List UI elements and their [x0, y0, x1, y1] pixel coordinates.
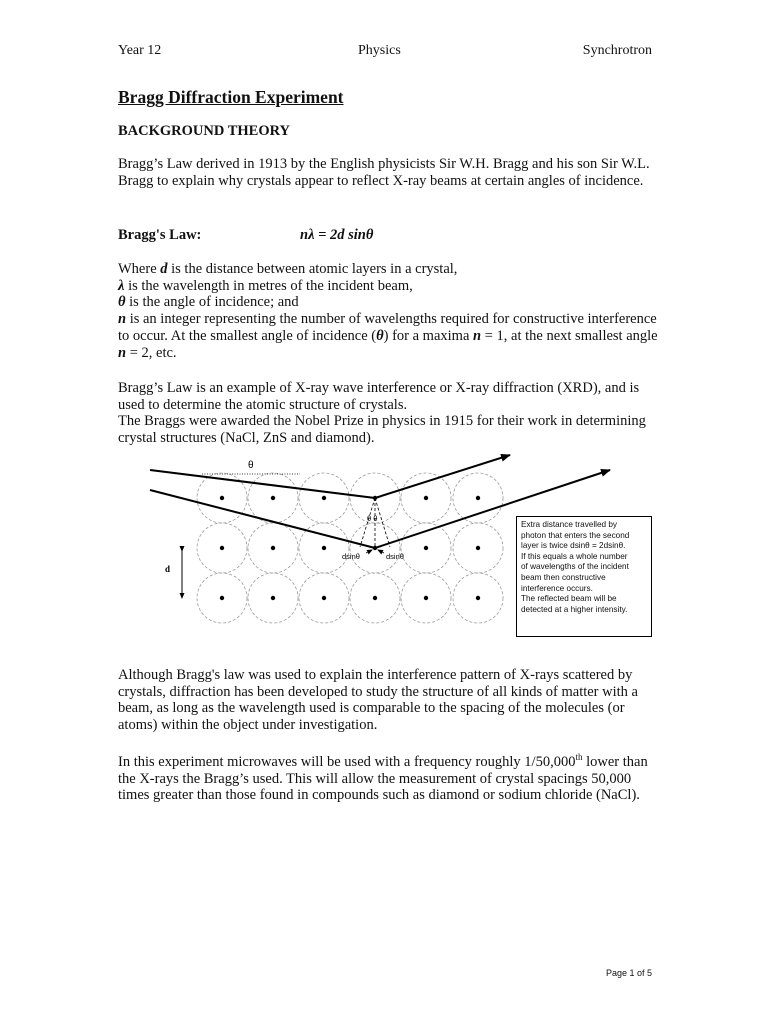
nobel-sentence: The Braggs were awarded the Nobel Prize in physics in 1915 for their work in determining crystal structures (NaCl, ZnS and diamond).	[118, 413, 646, 447]
atom-nucleus	[322, 596, 326, 600]
atom-nucleus	[220, 546, 224, 550]
atom-nucleus	[271, 496, 275, 500]
atom-nucleus	[476, 496, 480, 500]
atom-nucleus	[424, 546, 428, 550]
header-subject: Physics	[358, 43, 401, 58]
atom-nucleus	[476, 546, 480, 550]
atom-nucleus	[322, 546, 326, 550]
d-label: d	[165, 564, 171, 574]
intro-paragraph: Bragg’s Law derived in 1913 by the English physicists Sir W.H. Bragg and his son Sir W.L. Bragg to explain why crystals appear to reflect X-ray beams at certain angles of incidence.	[118, 156, 650, 189]
law-formula: nλ = 2d sinθ	[300, 227, 374, 243]
atom-nucleus	[476, 596, 480, 600]
atom-nucleus	[271, 546, 275, 550]
law-label: Bragg's Law:	[118, 227, 202, 243]
definition-d: Where d is the distance between atomic layers in a crystal,	[118, 261, 458, 277]
small-theta-label: θ θ	[367, 514, 378, 523]
page-number: Page 1 of 5	[605, 968, 652, 978]
atom-nucleus	[424, 596, 428, 600]
diagram-caption: Extra distance travelled by photon that enters the second layer is twice dsinθ = 2dsinθ. If this equals a whole number of wavelengths of the incident beam then constructive interference occurs. The reflected beam will be detected at a higher intensity.	[516, 516, 652, 637]
definition-n: n is an integer representing the number of wavelengths required for constructive interference to occur. At the smallest angle of incidence (θ) for a maxima n = 1, at the next smallest angle n = 2, etc.	[118, 311, 658, 361]
header-year: Year 12	[118, 43, 162, 58]
incident-ray-2	[150, 490, 378, 548]
applications-paragraph: Although Bragg's law was used to explain the interference pattern of X-rays scattered by crystals, diffraction has been developed to study the structure of all kinds of matter with a beam, as long as the wavelength used is comparable to the spacing of the molecules (or atoms) within the object under investigation.	[118, 667, 638, 734]
section-heading: BACKGROUND THEORY	[118, 123, 291, 139]
dsin-left-label: dsinθ	[342, 552, 360, 561]
theta-label: θ	[248, 460, 254, 471]
xrd-sentence: Bragg’s Law is an example of X-ray wave interference or X-ray diffraction (XRD), and is used to determine the atomic structure of crystals.	[118, 380, 640, 413]
atom-nucleus	[424, 496, 428, 500]
definition-lambda: λ is the wavelength in metres of the incident beam,	[118, 277, 413, 294]
document-title: Bragg Diffraction Experiment	[118, 87, 344, 107]
atom-nucleus	[220, 496, 224, 500]
dsin-right-label: dsinθ	[386, 552, 404, 561]
experiment-paragraph: In this experiment microwaves will be used with a frequency roughly 1/50,000th lower than the X-rays the Bragg’s used. This will allow the measurement of crystal spacings 50,000 times greater than those found in compounds such as diamond or sodium chloride (NaCl).	[118, 752, 648, 804]
reflected-ray-1	[375, 455, 510, 498]
definition-theta: θ is the angle of incidence; and	[118, 294, 299, 311]
atom-nucleus	[373, 596, 377, 600]
atom-nucleus	[220, 596, 224, 600]
atom-nucleus	[322, 496, 326, 500]
header-topic: Synchrotron	[582, 43, 652, 58]
atom-nucleus	[271, 596, 275, 600]
